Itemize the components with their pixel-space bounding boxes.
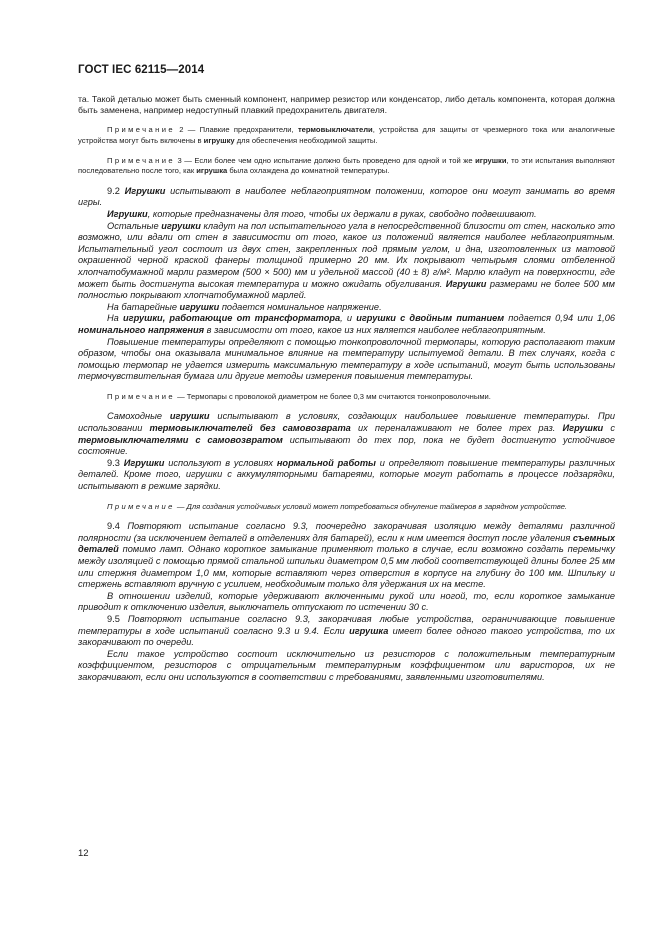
paragraph-text: испытывают до тех пор, пока не будет достигнуто устойчивое состояние.: [78, 434, 615, 457]
note-3: [78, 156, 615, 177]
term: игрушки: [161, 220, 201, 231]
term: игрушки с двойным питанием: [356, 313, 505, 324]
paragraph-text: в зависимости от того, какое из них является наиболее неблагоприятным.: [204, 324, 546, 335]
note-text: 3 — Если более чем одно испытание должно быть проведено для одной и той же: [174, 155, 476, 165]
paragraph-text: , которые предназначены для того, чтобы их держали в руках, свободно подвешивают.: [147, 208, 537, 219]
term: игрушка: [349, 625, 389, 636]
paragraph-text: На батарейные: [107, 301, 180, 312]
term: игрушки: [475, 155, 507, 165]
paragraph-resistors: Если такое устройство состоит исключительно из резисторов с положительным температурным коэффициентом, резисторов с отрицательным температурным коэффициентом или варисторов, их не закорачивают, если они используются в соответствии с требованиями, заявленными изготовителями.: [78, 648, 615, 682]
document-body: [78, 94, 615, 684]
term: игрушку: [203, 136, 235, 145]
paragraph-hand-held-devices: В отношении изделий, которые удерживают включенными рукой или ногой, то, если короткое замыкание приводит к отключению изделия, выключатель отпускают по истечении 30 с.: [78, 590, 615, 613]
paragraph-text: Повторяют испытание согласно 9.3, поочередно закорачивая изоляцию между деталями различной полярности (за исключением деталей в отделениях для батарей), если к ним имеется доступ после удаления: [78, 521, 615, 543]
paragraph-text: размерами не более 500 мм полностью покрывают хлопчатобумажной марлей.: [78, 278, 615, 301]
paragraph-text: , и: [340, 313, 357, 324]
note-label: Примечание: [107, 391, 175, 401]
term: нормальной работы: [276, 457, 376, 468]
term: Игрушки: [124, 185, 166, 196]
term: игрушки, работающие от трансформатора: [123, 313, 341, 324]
section-number: 9.4: [107, 521, 128, 532]
paragraph-transformer-toys: [78, 313, 615, 336]
section-number: 9.3: [107, 457, 124, 468]
section-9-3: [78, 458, 615, 493]
term: термовыключателей без самовозврата: [149, 423, 351, 434]
term: игрушка: [196, 166, 228, 176]
note-text: — Для создания устойчивых условий может потребоваться обнуление таймеров в зарядном устройстве.: [174, 501, 568, 511]
term: съемных деталей: [78, 532, 615, 555]
note-thermocouple: [78, 392, 615, 403]
paragraph-text: имеет более одного такого устройства, то их закорачивают по очереди.: [78, 625, 615, 648]
term: игрушки: [179, 301, 220, 312]
paragraph-text: испытывают в условиях, создающих наибольшее повышение температуры. При использовании: [78, 411, 616, 434]
note-text: 2 — Плавкие предохранители,: [174, 125, 298, 135]
paragraph-text: их переналаживают не более трех раз.: [350, 423, 563, 434]
note-text: , то эти испытания выполняют последовательно после того, как: [78, 155, 615, 176]
term: Игрушки: [445, 278, 487, 289]
paragraph-text: Остальные: [107, 220, 162, 231]
paragraph-text: и определяют повышение температуры различных деталей. Кроме того, игрушки с аккумуляторными батареями, которые могут работать в процессе подзарядки, испытывают в режиме зарядки.: [78, 457, 615, 492]
section-number: 9.5: [107, 613, 128, 624]
paragraph-text: используют в условиях: [164, 457, 277, 468]
note-text: — Термопары с проволокой диаметром не более 0,3 мм считаются тонкопроволочными.: [174, 391, 491, 401]
paragraph-text: Повторяют испытание согласно 9.3, закорачивая любые устройства, ограничивающие повышение температуры в ходе испытаний согласно 9.3 и 9.4. Если: [78, 613, 615, 636]
term: Игрушки: [107, 208, 148, 219]
note-timers: [78, 502, 615, 513]
term: термовыключателями с самовозвратом: [78, 434, 283, 445]
note-text: была охлаждена до комнатной температуры.: [227, 166, 390, 176]
paragraph-self-propelled: [78, 411, 615, 457]
paragraph-text: кладут на пол испытательного угла в непосредственной близости от стен, насколько это возможно, или вдали от стен в зависимости от того, какое из положений является наиболее неблагоприятным. Испытательный угол состоит из двух стен, закрепленных под прямым углом, и дна, изготовленных из матовой окрашенной черной краской фанеры толщиной примерно 20 мм. Их покрывают четырьмя слоями отбеленной хлопчатобумажной марли размером (500 × 500) мм и удельной массой (40 ± 8) г/м². Марлю кладут на поверхности, где может быть достигнута высокая температура и можно ожидать обугливания.: [78, 220, 615, 289]
section-9-5: [78, 614, 615, 649]
paragraph-temperature-rise: Повышение температуры определяют с помощью тонкопроволочной термопары, которую располагают таким образом, чтобы она оказывала минимальное влияние на температуру испытуемой детали. В тех случаях, когда с помощью термопар не удается измерить максимальную температуру в ходе испытаний, могут быть использованы термочувствительная бумага или другие методы измерения повышения температуры.: [78, 336, 615, 382]
paragraph-text: Самоходные: [107, 411, 170, 422]
section-9-4: [78, 521, 615, 591]
section-number: 9.2: [107, 185, 125, 196]
paragraph-text: подается номинальное напряжение.: [219, 301, 382, 312]
page-number: 12: [78, 848, 89, 859]
paragraph-text: испытывают в наиболее неблагоприятном положении, которое они могут занимать во время игры.: [78, 185, 615, 208]
note-label: Примечание: [107, 155, 175, 165]
term: Игрушки: [123, 457, 165, 468]
note-label: Примечание: [107, 501, 175, 511]
note-label: Примечание: [107, 125, 175, 135]
intro-paragraph: та. Такой деталью может быть сменный компонент, например резистор или конденсатор, либо деталь компонента, которая должна быть заменена, например недоступный плавкий предохранитель двигателя.: [78, 94, 615, 116]
term: термовыключатели: [297, 125, 373, 135]
paragraph-text: с: [603, 423, 615, 434]
term: игрушки: [169, 411, 210, 422]
term: Игрушки: [562, 423, 604, 434]
document-header: ГОСТ IEC 62115—2014: [78, 64, 205, 76]
paragraph-text: На: [107, 313, 123, 324]
paragraph-text: подается 0,94 или 1,06: [504, 313, 615, 324]
term: номинального напряжения: [78, 324, 205, 335]
paragraph-battery-toys: [78, 302, 615, 314]
note-text: , устройства для защиты от чрезмерного тока или аналогичные устройства могут быть включены в: [78, 125, 615, 145]
section-9-2: [78, 186, 615, 209]
note-text: для обеспечения необходимой защиты.: [234, 136, 378, 145]
paragraph-text: помимо ламп. Однако короткое замыкание применяют только в случае, если возможно создать перемычку между изоляцией с помощью прямой стальной шпильки диаметром 0,5 мм любой соответствующей длины более 25 мм или стержня диаметром 1,0 мм, которые вставляют через отверстия в корпусе на глубину до 100 мм. Шпильку и стержень вставляют вручную с усилием, необходимым только для удержания их на месте.: [78, 544, 615, 590]
note-2: [78, 125, 615, 146]
paragraph-test-corner: [78, 221, 615, 302]
paragraph-held-toys: [78, 209, 615, 221]
